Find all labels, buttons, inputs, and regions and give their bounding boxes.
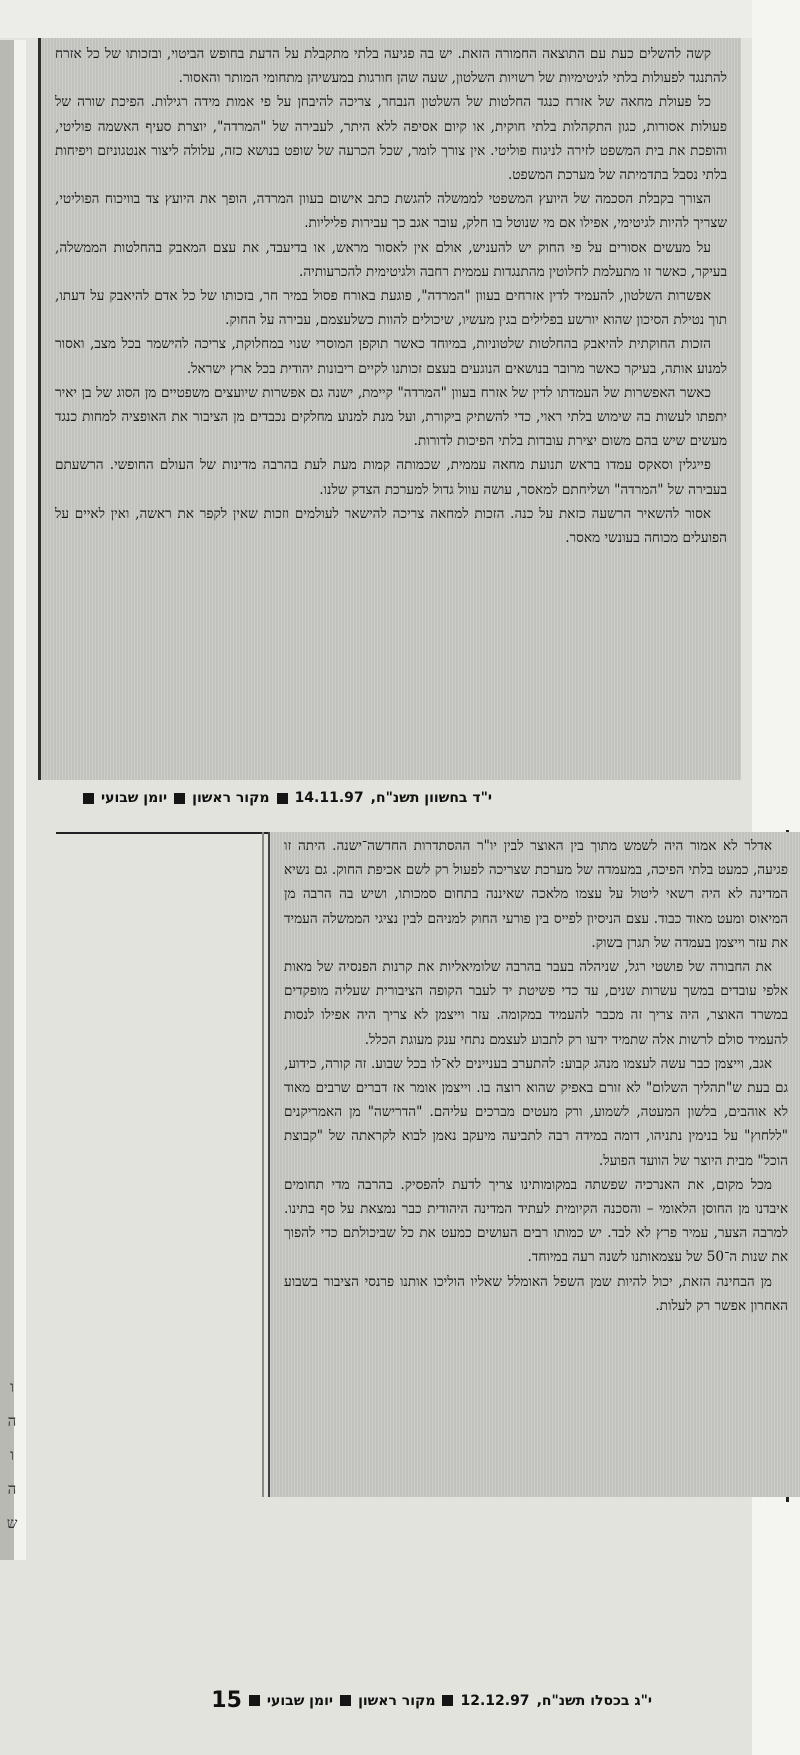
clipping-rule — [262, 832, 264, 1497]
dateline-hebrew-date: י"ד בחשוון תשנ"ח, — [370, 790, 492, 806]
article-paragraph: מכל מקום, את האנרכיה שפשתה במקומותינו צריך לדעת להפסיק. בהרבה מדי תחומים איבדנו מן החוסן הלאומי – והסכנה הקיומית לעתיד המדינה היהודית כבר נמצאת על סף בתינו. למרבה הצער, עמיר פרץ לא לבד. יש כמותו רבים העושים כמעט את כל שביכולתם כדי להפוך את שנות ה־50 של עצמאותנו לשנה רעה במיוחד. — [284, 1176, 788, 1266]
dateline-1 — [83, 790, 492, 806]
dateline-date: 12.12.97 — [460, 1692, 530, 1709]
clipping-rule — [56, 832, 268, 834]
margin-letter: ה — [7, 1480, 17, 1498]
separator-square-icon — [442, 1695, 453, 1706]
scan-top-strip — [0, 0, 800, 38]
separator-square-icon — [249, 1695, 260, 1706]
article-paragraph: את החבורה של פושטי רגל, שניהלה בעבר בהרבה שלומיאליות את קרנות הפנסיה של מאות אלפי עובדים במשך עשרות שנים, עד כדי פשיטת יד לעבר הקופה הציבורית שעליה מופקדים במשרד האוצר, היה צריך זה מכבר להעמיד במקומה. עזר וייצמן לא צריך היה אפילו לנסות להעמיד סולם לרשות אלה שתמיד ידעו רק לתבוע לעצמם נתחי ענק מעוגת הכלל. — [284, 959, 788, 1048]
dateline-section: יומן שבועי — [266, 1692, 334, 1709]
article-paragraph: מן הבחינה הזאת, יכול להיות שמן השפל האומלל שאליו הוליכו אותנו פרנסי הציבור בשבוע האחרון אפשר רק לעלות. — [284, 1273, 788, 1314]
article-paragraph: הצורך בקבלת הסכמה של היועץ המשפטי לממשלה להגשת כתב אישום בעוון המרדה, הופך את היועץ צד בוויכוח הפוליטי, שצריך להיות לגיטימי, אפילו אם מי שנוטל בו חלק, עובר אגב כך עבירות פליליות. — [55, 191, 727, 232]
article-column — [55, 42, 727, 550]
article-paragraph: על מעשים אסורים על פי החוק יש להעניש, אולם אין לאסור מראש, או בדיעבד, את עצם המאבק בהחלטות הממשלה, בעיקר, כאשר זו מתעלמת לחלוטין מהתנגדות עממית רחבה ולגיטימית להכרעותיה. — [55, 239, 727, 280]
dateline-hebrew-date: י"ג בכסלו תשנ"ח, — [536, 1692, 652, 1709]
separator-square-icon — [83, 793, 94, 804]
article-paragraph: אסור להשאיר הרשעה כזאת על כנה. הזכות למחאה צריכה להישאר לעולמים וזכות שאין לקפר את ראשה, ואין לאיים על הפועלים מכוחה בעונשי מאסר. — [55, 505, 727, 547]
article-clipping-1 — [38, 38, 741, 780]
separator-square-icon — [174, 793, 185, 804]
article-paragraph: כאשר האפשרות של העמדתו לדין של אזרח בעוון "המרדה" קיימת, ישנה גם אפשרות שיועצים משפטיים מן הסוג של בן יאיר יתפתו לעשות בה שימוש בלתי ראוי, כדי להשתיק ביקורת, ועל מנת למנוע מחלקים נכבדים מן הציבור את האופציה למחות כנגד מעשים שיש בהם משום יצירת עובדות בלתי הפיכות לדורות. — [55, 384, 727, 450]
separator-square-icon — [340, 1695, 351, 1706]
separator-square-icon — [277, 793, 288, 804]
dateline-section: יומן שבועי — [101, 790, 168, 806]
margin-letter: ש — [6, 1514, 18, 1532]
article-paragraph: כל פעולת מחאה של אזרח כנגד החלטות של השלטון הנבחר, צריכה להיבחן על פי אמות מידה רגילות. הפיכת שורה של פעולות אסורות, כגון התקהלות בלתי חוקית, או קיום אסיפה ללא היתר, לעבירה של "המרדה", יוצרת סעיף האשמה פוליטי, והופכת את בית המשפט לזירה לניגוח פוליטי. אין צורך לומר, שכל הכרעה של שופט בנושא כזה, עלולה ליצור אנטגוניזם ויפיחות בלתי נסבל בתדמיתה של מערכת המשפט. — [55, 94, 727, 184]
adjacent-clipping-edge — [0, 40, 26, 1560]
margin-letter: ה — [7, 1412, 17, 1430]
dateline-date: 14.11.97 — [294, 790, 364, 806]
article-paragraph: אגב, וייצמן כבר עשה לעצמו מנהג קבוע: להתערב בעניינים לא־לו בכל שבוע. זה קורה, כידוע, גם בעת ש"תהליך השלום" לא זורם באפיק שהוא רוצה בו. וייצמן אומר אז דברים שרבים מאוד לא אוהבים, בלשון המעטה, לשמוע, ורק מעטים מברכים עליהם. "הדרישה" מן האמריקנים "ללחוץ" על בנימין נתניהו, דומה במידה רבה לתביעה מיעקב נאמן לבוא לקראתה של "קבוצת הוכל" מבית היוצר של הוועד הפועל. — [284, 1055, 788, 1169]
article-paragraph: קשה להשלים כעת עם התוצאה החמורה הזאת. יש בה פגיעה בלתי מתקבלת על הדעת בחופש הביטוי, ובזכותו של כל אזרח להתנגד לפעולות בלתי לגיטימיות של רשויות השלטון, שעה שהן חורגות במעשיהן מתחומי המותר והאסור. — [55, 46, 727, 87]
adjacent-clipping-shadow — [0, 40, 14, 1560]
article-clipping-2 — [268, 832, 800, 1497]
dateline-paper: מקור ראשון — [192, 790, 270, 806]
margin-letter: ו — [10, 1446, 14, 1464]
margin-letter: ו — [10, 1378, 14, 1396]
dateline-2 — [201, 1688, 652, 1713]
article-paragraph: פייגלין וסאקס עמדו בראש תנועת מחאה עממית, שכמותה קמות מעת לעת בהרבה מדינות של העולם החופשי. הרשעתם בעבירה של "המרדה" ושליחתם למאסר, עושה עוול גדול למערכת הצדק שלנו. — [55, 457, 727, 498]
adjacent-clipping-letters — [4, 1370, 20, 1540]
article-paragraph: הזכות החוקתית להיאבק בהחלטות שלטוניות, במיוחד כאשר תוקפן המוסרי שנוי במחלוקת, צריכה להישמר בכל מצב, ואסור למנוע אותה, בעיקר כאשר מרובר בנושאים הנוגעים בעצם זכותנו לקיים ריבונות יהודית בכל ארץ ישראל. — [55, 336, 727, 377]
article-paragraph: אפשרות השלטון, להעמיד לדין אזרחים בעוון "המרדה", פוגעת באורח פסול במיר חר, בזכותו של כל אדם להיאבק על דעתו, תוך נטילת הסיכון שהוא יורשע בפלילים בגין מעשיו, שיכולים להוות כשלעצמם, עבירה על החוק. — [55, 288, 727, 329]
dateline-paper: מקור ראשון — [358, 1692, 436, 1709]
article-paragraph: אדלר לא אמור היה לשמש מתוך בין האוצר לבין יו"ר ההסתדרות החדשה־ישנה. היתה זו פגיעה, כמעט בלתי הפיכה, במעמדה של מערכת שצריכה לפעול רק לשם אכיפת החוק. גם נשיא המדינה לא היה רשאי ליטול על עצמו מלאכה שאיננה בתחום סמכותו, ושיש בה הרבה מן המיאוס ומעט מאוד כבוד. עצם הניסיון לפייס בין פורעי החוק למניהם לבין נציגי הממשלה העמיד את עזר וייצמן בעמדה של תגרן בשוק. — [284, 838, 788, 951]
article-column — [284, 834, 788, 1318]
page-number: 15 — [211, 1688, 242, 1713]
